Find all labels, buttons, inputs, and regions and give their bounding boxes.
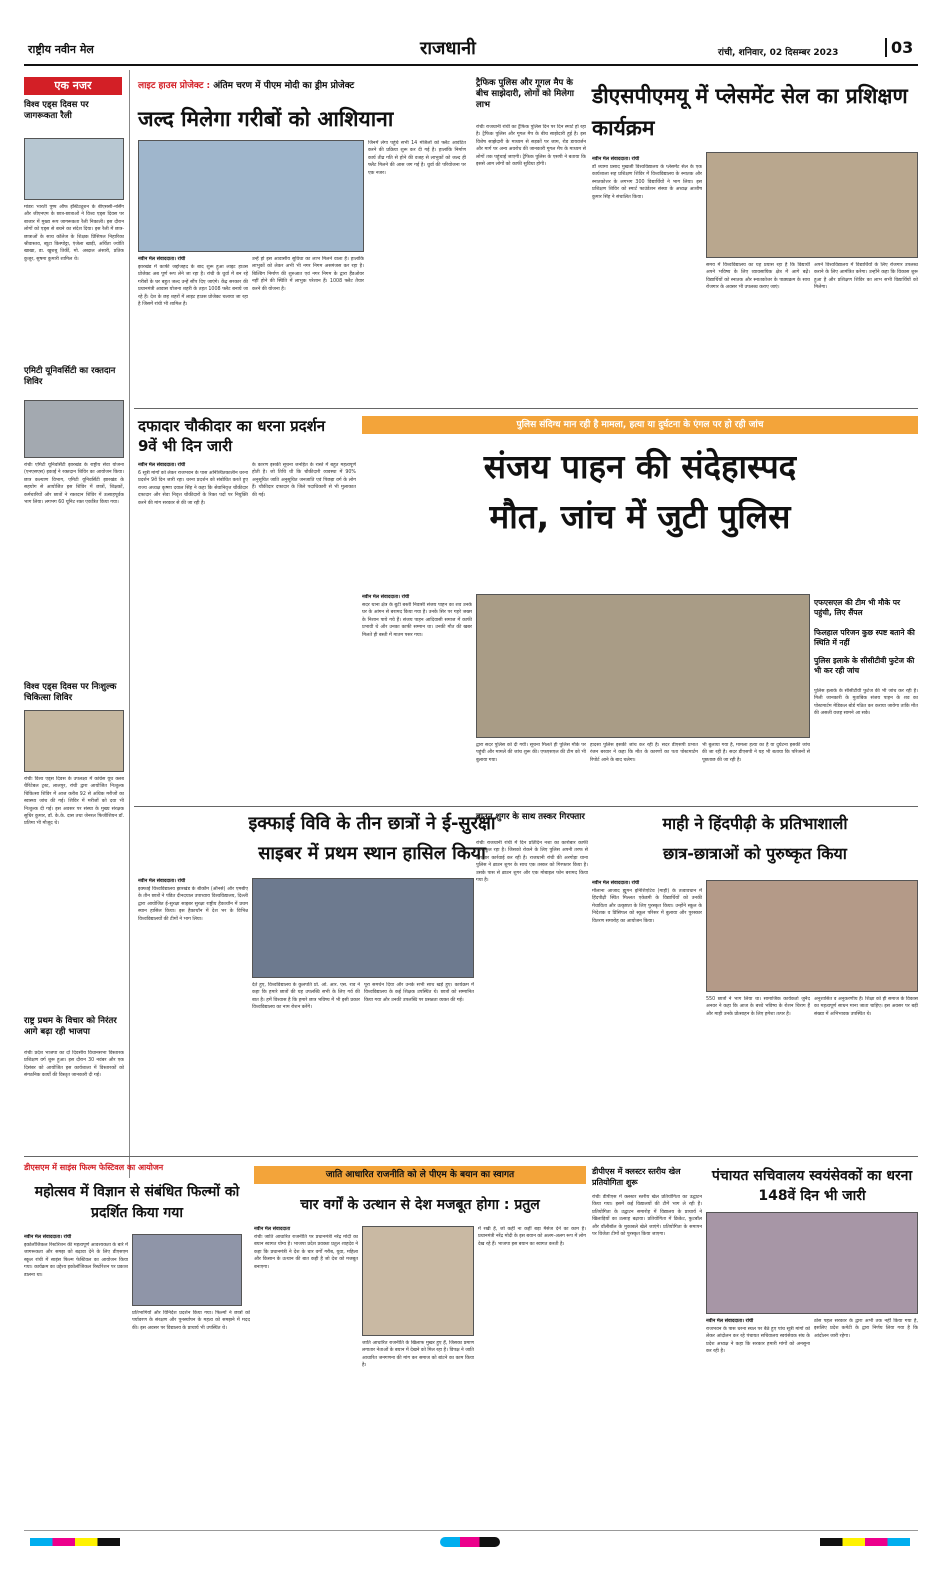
sidebar-b3-title: विश्व एड्स दिवस पर निःशुल्क चिकित्सा शिविर bbox=[24, 682, 117, 703]
lighthouse-byline: नवीन मेल संवाददाता। रांची bbox=[138, 257, 186, 262]
print-color-strip-center bbox=[440, 1537, 500, 1547]
sanjay-side1: एफएसएल की टीम भी मौके पर पहुंची, लिए सैंपल bbox=[814, 598, 901, 617]
caste-byline: नवीन मेल संवाददाता bbox=[254, 1227, 291, 1232]
print-color-strip-left bbox=[30, 1538, 120, 1546]
lighthouse-kicker-red: लाइट हाउस प्रोजेक्ट : bbox=[138, 81, 211, 91]
mahi-body-b: 550 छात्रों ने भाग लिया था। सामाजिक कार्यकर्ता जुनैद अनवर ने कहा कि आज के बच्चे भविष्य के रोशन चिराग हैं और माही उनके प्रोत्साहन के लिए हमेशा तत्पर है। bbox=[706, 997, 810, 1017]
iphai-body-c: पूरा समर्थन दिया और उनके सभी साथ खड़े हुए। कार्यक्रम में विश्वविद्यालय के कई शिक्षक उपस्थित थे। छात्रों को सम्मानित किया गया और उनकी उपलब्धि पर प्रसन्नता व्यक्त की गई। bbox=[364, 983, 474, 1003]
sanjay-body-c: हादसा पुलिस इसकी जांच कर रही है। सदर डीएसपी प्रभात रंजन बरवार ने कहा कि मौत के कारणों का पता पोस्टमार्टम रिपोर्ट आने के बाद चलेगा। bbox=[590, 743, 698, 763]
science-kicker: डीएसएम में साइंस फिल्म फेस्टिवल का आयोजन bbox=[24, 1163, 164, 1172]
lighthouse-kicker-black: अंतिम चरण में पीएम मोदी का ड्रीम प्रोजेक्ट bbox=[213, 81, 355, 91]
divider-row1 bbox=[134, 408, 918, 409]
caste-kicker: जाति आधारित राजनीति को ले पीएम के बयान का स्वागत bbox=[254, 1166, 586, 1184]
mahi-headline-l1: माही ने हिंदपीढ़ी के प्रतिभाशाली bbox=[662, 814, 848, 833]
science-byline: नवीन मेल संवाददाता। रांची bbox=[24, 1235, 72, 1240]
traffic-headline: ट्रैफिक पुलिस और गूगल मैप के बीच साझेदारी, लोगों को मिलेगा लाभ bbox=[476, 78, 575, 110]
mahi-photo bbox=[706, 880, 918, 992]
bwi-body: रांचीः राजधानी रांची में दिन प्रतिदिन नशा का कारोबार काफी फल-फूल रहा है। जिसको रोकने के लिए पुलिस अपनी तरफ से लगातार कार्रवाई कर रही है। राजधानी रांची की अरगोड़ा थाना पुलिस ने ब्राउन शुगर के साथ एक तस्कर को गिरफ्तार किया है। उसके पास से ब्राउन शुगर और एक मोबाइल फोन बरामद किया गया है। bbox=[476, 841, 588, 884]
sidebar-divider bbox=[129, 70, 130, 1178]
dsp-byline: नवीन मेल संवाददाता। रांची bbox=[592, 157, 640, 162]
chowkidar-byline: नवीन मेल संवाददाता। रांची bbox=[138, 463, 186, 468]
dsp-body-a: डॉ श्यामा प्रसाद मुखर्जी विश्वविद्यालय के प्लेसमेंट सेल के एक कार्यशाला सह प्रशिक्षण शिविर में विश्वविद्यालय के स्नातक और स्नातकोत्तर के लगभग 300 विद्यार्थियों ने भाग लिया। इस प्रशिक्षण शिविर को स्मार्ट फाउंडेशन संस्था के अध्यक्ष आशीष कुमार सिंह ने संचालित किया। bbox=[592, 165, 702, 200]
sidebar-b1-title: विश्व एड्स दिवस पर जागरूकता रैली bbox=[24, 100, 89, 121]
panchayat-byline: नवीन मेल संवाददाता। रांची bbox=[706, 1319, 754, 1324]
sanjay-body-a: सदर थाना क्षेत्र के बुटी बस्ती निवासी संजय पाहन का शव उनके घर के आंगन से बरामद किया गया है। उनके सिर पर गहरे जख्म के निशान पाये गये हैं। संजय पाहन आदिवासी समाज में काफी प्रभावी थे और उनका काफी सम्मान था। उनकी मौत की खबर मिलते ही बस्ती में मातम पसर गया। bbox=[362, 603, 472, 638]
science-body-b: प्रतिभागियों और विनिर्देश प्रदर्शन किया गया। फिल्मों ने छात्रों को पर्यावरण के संरक्षण और पुनर्स्थापन के महत्व को समझने में मदद की। इस अवसर पर विद्यालय के प्राचार्य भी उपस्थित थे। bbox=[132, 1311, 250, 1331]
chowkidar-body-a: 6 सूत्री मांगों को लेकर राजभवन के पास अनिश्चितकालीन धरना प्रदर्शन 9वें दिन जारी रहा। धरना प्रदर्शन को संबोधित करते हुए राज्य अध्यक्ष कृष्णा दयाल सिंह ने कहा कि सेवानिवृत्त चौकीदार दफादार और सेवा निवृत्त चौकीदारों के रिक्त पदों पर नियुक्ति करने की मांग सरकार से की जा रही है। bbox=[138, 471, 248, 506]
mahi-headline-l2: छात्र-छात्राओं को पुरुष्कृत किया bbox=[663, 844, 847, 863]
iphai-body-b: देते हुए, विश्वविद्यालय के कुलपति प्रो. ओ. आर. एस. राव ने कहा कि हमारे छात्रों की यह उपलब्धि सभी के लिए गर्व की बात है। हमें विश्वास है कि हमारे छात्र भविष्य में भी इसी प्रकार विश्वविद्यालय का नाम रोशन करेंगे। bbox=[252, 983, 360, 1011]
cluster-body: रांचीः डीपीएस में क्लस्टर स्तरीय खेल प्रतियोगिता का उद्घाटन किया गया। इसमें कई विद्यालयों की टीमें भाग ले रही हैं। प्रतियोगिता के उद्घाटन समारोह में विद्यालय के प्राचार्य ने खिलाड़ियों का उत्साह बढ़ाया। प्रतियोगिता में क्रिकेट, फुटबॉल और वॉलीबॉल के मुकाबले खेले जाएंगे। प्रतियोगिता के समापन पर विजेता टीमों को पुरस्कृत किया जाएगा। bbox=[592, 1195, 702, 1238]
science-photo bbox=[132, 1234, 242, 1306]
sanjay-side3: पुलिस इलाके के सीसीटीवी फुटेज की भी कर रही जांच bbox=[814, 656, 915, 675]
sidebar-b2-text: रांचीः एमिटी यूनिवर्सिटी झारखंड के राष्ट्रीय सेवा योजना (एनएसएस) इकाई ने रक्तदान शिविर का आयोजन किया। छात्र कल्याण विभाग, एमिटी यूनिवर्सिटी झारखंड के सहयोग से आयोजित इस शिविर में छात्रों, शिक्षकों, कर्मचारियों और छात्रों ने रक्तदान शिविर में उत्साहपूर्वक भाग लिया। लगभग 60 यूनिट रक्त एकत्रित किया गया। bbox=[24, 463, 124, 506]
caste-photo bbox=[362, 1226, 474, 1336]
bwi-headline: ब्राउन शुगर के साथ तस्कर गिरफ्तार bbox=[476, 812, 585, 822]
lighthouse-body-b: उन्हें हो इस आवासीय सुविधा का लाभ मिलने वाला है। हालांकि लाभुकों को लेकर अभी भी नगर निगम असमंजस कर रहा है। बिल्डिंग निर्माण की शुरुआत एवं नगर निगम के द्वारा हैंडओवर नहीं होने की स्थिति में लाभुक परेशान हैं। 1008 फ्लैट तैयार करने की योजना है। bbox=[252, 257, 364, 292]
iphai-byline: नवीन मेल संवाददाता। रांची bbox=[138, 879, 186, 884]
sidebar-b1-photo bbox=[24, 138, 124, 200]
mahi-body-c: अनुशासित व अनुकरणीय है। शिक्षा को ही समाज के विकास का महत्वपूर्ण साधन माना जाता चाहिए। इस अवसर पर बड़ी संख्या में अभिभावक उपस्थित थे। bbox=[814, 997, 918, 1017]
lighthouse-body-c: जिनमें लेगा पहुंचे सभी 14 मंजिलों को फ्लैट आवंटित करने की प्रक्रिया शुरू कर दी गई है। हालांकि निर्माण कार्य तीव्र गति से होने की वजह से लाभुकों को जल्द ही फ्लैट मिलने की आस जग गई है। धुर्वा की परियोजना पर एक नजर। bbox=[368, 141, 466, 176]
lighthouse-photo bbox=[138, 140, 364, 252]
science-body-a: इकोलॉजिकल रिस्टोरेशन की महत्वपूर्ण आवश्यकता के बारे में जागरूकता और समझ को बढ़ावा देने के लिए डीएसएम स्कूल रांची में साइंस फिल्म फेस्टिवल का आयोजन किया गया। कार्यक्रम का उद्देश्य इकोलॉजिकल रिस्टोरेशन पर प्रकाश डालना था। bbox=[24, 1243, 128, 1278]
sanjay-body-d: भी बुलाया गया है, मामला हत्या का है या दुर्घटना इसकी जांच की जा रही है। सदर डीएसपी ने यह भी बताया कि परिजनों से पूछताछ की जा रही है। bbox=[702, 743, 810, 763]
lighthouse-body-a: झारखंड में काफी जद्दोजहद के बाद शुरू हुआ लाइट हाउस प्रोजेक्ट अब पूर्ण रूप लेने जा रहा है। रांची के धुर्वा में बन रहे गरीबों के घर बहुत जल्द उन्हें सौंप दिए जाएंगे। केंद्र सरकार की प्रधानमंत्री आवास योजना शहरी के तहत 1008 फ्लैट बनाये जा रहे हैं। देश के छह शहरों में लाइट हाउस प्रोजेक्ट चलाया जा रहा है जिसमें रांची भी शामिल है। bbox=[138, 265, 248, 308]
sidebar-b1-text: मांडरः भारती पुष्प ऑफ इंस्टिट्यूशन के बीएससी-नर्सिंग और जीएनएम के छात्र-छात्राओं ने विश्व एड्स दिवस पर बाजार में मुख्य रूप जागरूकता रैली निकाली। इस दौरान लोगों को एड्स से बचने का संदेश दिया। इस रैली में छात्र-छात्राओं के साथ कॉलेज के शिक्षक प्रिंसिपल निहारिका श्रीवास्तव, ब्यूटा किस्पोट्टा, एंजेला खाड़ी, अर्चिता ज्योति खाखा, डा. खुशबू तिर्की, मो. अब्दाल अंसारी, प्रतिक कुजूर, सुषमा कुमारी शामिल थे। bbox=[24, 205, 124, 262]
sidebar-b2-title: एमिटी यूनिवर्सिटी का रक्तदान शिविर bbox=[24, 366, 116, 387]
iphai-headline-l2: साइबर में प्रथम स्थान हासिल किया bbox=[258, 843, 486, 864]
iphai-photo bbox=[252, 878, 474, 978]
dsp-headline: डीएसपीएमयू में प्लेसमेंट सेल का प्रशिक्षण कार्यक्रम bbox=[592, 84, 908, 140]
chowkidar-headline: दफादार चौकीदार का धरना प्रदर्शन 9वें भी दिन जारी bbox=[138, 417, 326, 455]
caste-body-c: में रखी है, जो कहीं ना कहीं बड़ा मैसेज देने का काम है। प्रधानमंत्री नरेंद्र मोदी के इस बयान को अलग-अलग रूप में लोग देख रहे हैं। भाजपा इस बयान का स्वागत करती है। bbox=[478, 1227, 586, 1247]
cluster-kicker: डीपीएस में क्लस्टर स्तरीय खेल प्रतियोगिता शुरू bbox=[592, 1167, 681, 1187]
mahi-byline: नवीन मेल संवाददाता। रांची bbox=[592, 881, 640, 886]
sidebar-b3-photo bbox=[24, 710, 124, 772]
sanjay-side2: फिलहाल परिजन कुछ स्पष्ट बताने की स्थिति में नहीं bbox=[814, 628, 915, 647]
sidebar-b4-title: राष्ट्र प्रथम के विचार को निरंतर आगे बढ़ा रही भाजपा bbox=[24, 1016, 117, 1037]
dsp-photo bbox=[706, 152, 918, 258]
sidebar-b3-text: रांचीः विश्व एड्स दिवस के उपलक्ष्य में कांग्रेस यूथ क्लब चैरिटेबल ट्रस्ट, लालपुर, रांची द्वारा आयोजित निःशुल्क चिकित्सा शिविर में आज करीब 92 से अधिक मरीजों का स्वास्थ्य जांच की गई। शिविर में मरीजों को दवा भी निःशुल्क दी गई। इस अवसर पर संस्था के मुख्य संरक्षक सुधिर कुमार, डॉ. के.के. दास तथा जेनरल फिजीशियन डॉ. प्रतिमा भी मौजूद थे। bbox=[24, 777, 124, 827]
lighthouse-kicker bbox=[138, 78, 468, 91]
sidebar-tag: एक नजर bbox=[24, 77, 122, 95]
lighthouse-headline: जल्द मिलेगा गरीबों को आशियाना bbox=[138, 107, 394, 131]
iphai-body-a: इक्फाई विश्वविद्यालय झारखंड के बीकॉम (ऑनर्स) और एमबीए के तीन छात्रों ने पंडित दीनदयाल उपाध्याय विश्वविद्यालय, दिल्ली द्वारा आयोजित ई-सुरक्षा साइबर सुरक्षा राष्ट्रीय हैकाथॉन में प्रथम स्थान हासिल किया। इस हैकाथॉन में देश भर के विभिन्न विश्वविद्यालयों की टीमों ने भाग लिया। bbox=[138, 887, 248, 922]
panchayat-photo bbox=[706, 1212, 918, 1314]
caste-body-a: रांचीः जाति आधारित राजनीति पर प्रधानमंत्री नरेंद्र मोदी का बयान स्वागत योग्य है। भाजपा प्रदेश प्रवक्ता प्रतुल शाहदेव ने कहा कि प्रधानमंत्री ने देश के चार वर्गों गरीब, युवा, महिला और किसान के उत्थान की बात कही है जो देश को मजबूत बनाएगा। bbox=[254, 1235, 358, 1270]
dsp-body-b: समय में विश्वविद्यालय का यह प्रयास रहा है कि विद्यार्थी अपने भविष्य के लिए व्यावसायिक क्षेत्र में आगे बढ़ें। विद्यार्थियों को स्नातक और स्नातकोत्तर के पाठ्यक्रम के साथ रोजगार के अवसर भी उपलब्ध कराए जाएं। bbox=[706, 263, 810, 291]
masthead-logo: राष्ट्रीय नवीन मेल bbox=[28, 43, 94, 56]
panchayat-headline: पंचायत सचिवालय स्वयंसेवकों का धरना 148वें दिन भी जारी bbox=[711, 1168, 913, 1204]
caste-body-b: जाति आधारित राजनीति के खिलाफ मुखर हुए हैं, जिसका प्रमाण लगातार नेताओं के बयान में देखने को मिल रहा है। विपक्ष ने जाति आधारित जनगणना की मांग कर समाज को बांटने का काम किया है। bbox=[362, 1341, 474, 1369]
science-headline: महोत्सव में विज्ञान से संबंधित फिल्मों को प्रदर्शित किया गया bbox=[34, 1184, 240, 1221]
page-number: 03 bbox=[885, 38, 913, 57]
sanjay-banner: पुलिस संदिग्ध मान रही है मामला, हत्या या दुर्घटना के एंगल पर हो रही जांच bbox=[362, 416, 918, 434]
panchayat-body-a: राजभवन के पास धरना स्थल पर बैठे हुए पांच सूत्री मांगों को लेकर आंदोलन कर रहे पंचायत सचिवालय स्वयंसेवक संघ के प्रदेश अध्यक्ष ने कहा कि सरकार हमारी मांगों को अनसुना कर रही है। bbox=[706, 1327, 810, 1355]
divider-row2 bbox=[134, 806, 918, 807]
traffic-body: रांचीः राजधानी रांची का ट्रैफिक पुलिस दिन पर दिन स्मार्ट हो रहा है। ट्रैफिक पुलिस और गूगल मैप के बीच साझेदारी हुई है। इस विशेष साझेदारी के माध्यम से सड़कों पर जाम, रोड डायवर्जन और मार्ग पर अन्य अवरोध की जानकारी गूगल मैप के माध्यम से लोगों तक पहुंचाई जाएगी। ट्रैफिक पुलिस के एसपी ने बताया कि इससे आम लोगों को काफी सुविधा होगी। bbox=[476, 125, 586, 168]
sanjay-byline: नवीन मेल संवाददाता। रांची bbox=[362, 595, 410, 600]
chowkidar-body-b: के कारण इसकी सूचना जनहित के रास्ते में बहुत महत्वपूर्ण होती है। जो तिथि थी कि चौकीदारी व्यवस्था में 90% अनुसूचित जाति अनुसूचित जनजाति एवं पिछड़ा वर्ग के लोग हैं। चौकीदार दफादार के जिले पदाधिकारी से भी मुलाकात की गई। bbox=[252, 463, 356, 498]
sidebar-b2-photo bbox=[24, 400, 124, 458]
sanjay-side-body: पुलिस इलाके के सीसीटीवी फुटेज की भी जांच कर रही है। मिली जानकारी के मुताबिक संजय पाहन के शव का पोस्टमार्टम मेडिकल बोर्ड गठित कर कराया जायेगा ताकि मौत की असली वजह सामने आ सके। bbox=[814, 689, 918, 717]
footer-rule bbox=[24, 1530, 918, 1531]
header-rule bbox=[24, 64, 918, 66]
sanjay-photo bbox=[476, 594, 810, 738]
panchayat-body-b: ठोस पहल सरकार के द्वारा अभी तक नहीं किया गया है, इसलिए प्रदेश कमेटी के द्वारा निर्णय लिया गया है कि आंदोलन जारी रहेगा। bbox=[814, 1319, 918, 1339]
divider-row3 bbox=[24, 1156, 918, 1157]
print-color-strip-right bbox=[820, 1538, 910, 1546]
dateline: रांची, शनिवार, 02 दिसम्बर 2023 bbox=[718, 48, 839, 58]
sidebar-b4-text: रांचीः प्रदेश भाजपा का दो दिवसीय विधानसभा विस्तारक प्रशिक्षण वर्ग शुरू हुआ। इस दौरान 30 नवंबर और एक दिसंबर को आयोजित इस कार्यशाला में विस्तारकों को संगठनिक कार्यों की विस्तृत जानकारी दी गई। bbox=[24, 1051, 124, 1079]
iphai-headline-l1: इक्फाई विवि के तीन छात्रों ने ई-सुरक्षा bbox=[248, 813, 496, 834]
section-title: राजधानी bbox=[420, 38, 476, 59]
sanjay-body-b: द्वारा सदर पुलिस को दी गयी। सूचना मिलते ही पुलिस मौके पर पहुंची और मामले की जांच शुरू की। एफएसएल की टीम को भी बुलाया गया। bbox=[476, 743, 586, 763]
dsp-body-c: अपने विश्वविद्यालय में विद्यार्थियों के लिए रोजगार उपलब्ध कराने के लिए आमंत्रित करेगा। उन्होंने कहा कि विकास शुरू हुआ है और प्रशिक्षण शिविर का लाभ सभी विद्यार्थियों को मिलेगा। bbox=[814, 263, 918, 291]
caste-headline: चार वर्गों के उत्थान से देश मजबूत होगा : प्रतुल bbox=[300, 1197, 540, 1213]
sanjay-headline-l1: संजय पाहन की संदेहास्पद bbox=[483, 447, 797, 486]
mahi-body-a: मौलाना आजाद ह्यूमन इनिशिएटिव (माही) के तत्वावधान में हिंदपीढ़ी स्थित मिल्लत एकेडमी के विद्यार्थियों को उनकी मेधाविता और उत्कृष्टता के लिए पुरस्कृत किया। उन्होंने स्कूल के निदेशक व प्रिंसिपल को स्कूल परिसर में बुलाया और पुरस्कार वितरण समारोह का आयोजन किया। bbox=[592, 889, 702, 924]
sanjay-headline-l2: मौत, जांच में जुटी पुलिस bbox=[489, 497, 791, 536]
